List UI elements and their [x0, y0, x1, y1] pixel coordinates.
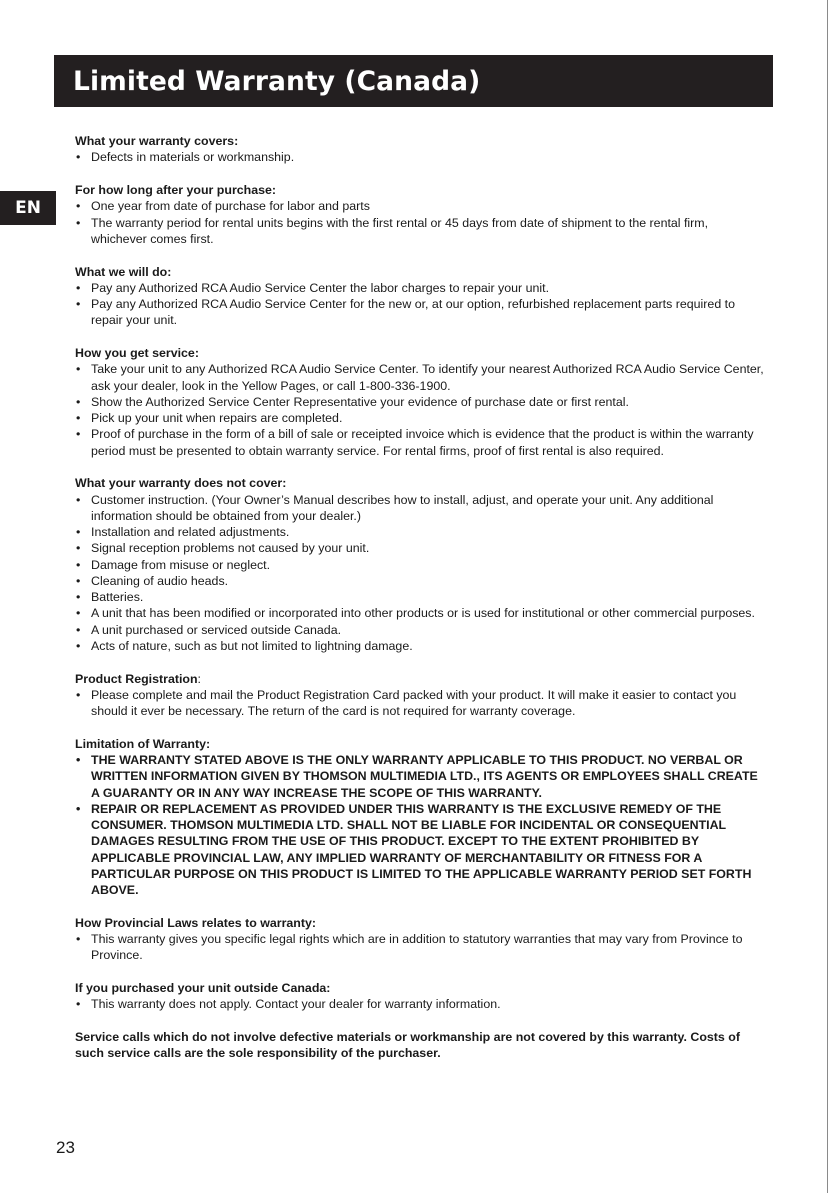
section-heading-colon: :	[197, 671, 201, 686]
list-item: • Damage from misuse or neglect.	[75, 557, 765, 573]
list-item: • This warranty gives you specific legal rights which are in addition to statutory warranties that may vary from Province to Province.	[75, 931, 765, 964]
list-item: • Pay any Authorized RCA Audio Service Center the labor charges to repair your unit.	[75, 280, 765, 296]
list-item: • Customer instruction. (Your Owner’s Manual describes how to install, adjust, and operate your unit. Any additional information should be obtained from your dealer.)	[75, 492, 765, 525]
closing-statement: Service calls which do not involve defective materials or workmanship are not covered by this warranty. Costs of such service calls are the sole responsibility of the purchaser.	[75, 1030, 740, 1061]
list-item: • Pick up your unit when repairs are completed.	[75, 410, 765, 426]
section-heading: What your warranty does not cover:	[75, 476, 287, 491]
page-edge-line	[827, 0, 828, 1193]
list-item: • Take your unit to any Authorized RCA Audio Service Center. To identify your nearest Authorized RCA Audio Service Center, ask your dealer, look in the Yellow Pages, or call 1-800-336-1900.	[75, 361, 765, 394]
title-bar	[54, 55, 773, 107]
section-heading: How you get service:	[75, 346, 199, 360]
bullet-list	[75, 198, 765, 247]
bullet-list	[75, 492, 765, 655]
section-heading: What we will do:	[75, 264, 172, 279]
list-item: • One year from date of purchase for labor and parts	[75, 198, 765, 214]
section-coverage	[75, 133, 765, 166]
section-not-covered	[75, 475, 765, 654]
list-item: • Show the Authorized Service Center Representative your evidence of purchase date or first rental.	[75, 394, 765, 410]
list-item: • A unit purchased or serviced outside Canada.	[75, 622, 765, 638]
list-item: • Installation and related adjustments.	[75, 524, 765, 540]
section-heading: What your warranty covers:	[75, 134, 239, 148]
list-item: • Cleaning of audio heads.	[75, 573, 765, 589]
section-heading: For how long after your purchase:	[75, 183, 277, 197]
section-heading	[75, 671, 765, 687]
list-item: • Pay any Authorized RCA Audio Service Center for the new or, at our option, refurbished replacement parts required to repair your unit.	[75, 296, 765, 329]
list-item: • This warranty does not apply. Contact your dealer for warranty information.	[75, 996, 765, 1012]
section-registration	[75, 671, 765, 720]
section-heading: Limitation of Warranty:	[75, 736, 211, 751]
list-item: • Defects in materials or workmanship.	[75, 149, 765, 165]
bullet-list	[75, 361, 765, 459]
bullet-list	[75, 280, 765, 329]
section-heading-text: Product Registration	[75, 671, 198, 686]
section-heading: If you purchased your unit outside Canada:	[75, 981, 331, 995]
bullet-list	[75, 149, 765, 165]
language-tab: EN	[0, 191, 56, 225]
list-item: • Please complete and mail the Product Registration Card packed with your product. It will make it easier to contact you should it ever be necessary. The return of the card is not required for warranty coverage.	[75, 687, 765, 720]
list-item: • The warranty period for rental units begins with the first rental or 45 days from date of shipment to the rental firm, whichever comes first.	[75, 215, 765, 248]
bullet-list	[75, 996, 765, 1012]
bullet-list	[75, 687, 765, 720]
bullet-list	[75, 931, 765, 964]
warranty-content	[75, 133, 765, 1062]
list-item: • THE WARRANTY STATED ABOVE IS THE ONLY WARRANTY APPLICABLE TO THIS PRODUCT. NO VERBAL OR WRITTEN INFORMATION GIVEN BY THOMSON MULTIMEDIA LTD., ITS AGENTS OR EMPLOYEES SHALL CREATE A GUARANTY OR IN ANY WAY INCREASE THE SCOPE OF THIS WARRANTY.	[75, 752, 765, 801]
list-item: • Signal reception problems not caused by your unit.	[75, 540, 765, 556]
list-item: • Proof of purchase in the form of a bill of sale or receipted invoice which is evidence that the product is within the warranty period must be presented to obtain warranty service. For rental firms, proof of first rental is also required.	[75, 426, 765, 459]
section-service	[75, 345, 765, 459]
bullet-list	[75, 752, 765, 898]
section-provincial-laws	[75, 915, 765, 964]
list-item: • Batteries.	[75, 589, 765, 605]
list-item: • A unit that has been modified or incorporated into other products or is used for institutional or other commercial purposes.	[75, 605, 765, 621]
list-item: • REPAIR OR REPLACEMENT AS PROVIDED UNDER THIS WARRANTY IS THE EXCLUSIVE REMEDY OF THE CONSUMER. THOMSON MULTIMEDIA LTD. SHALL NOT BE LIABLE FOR INCIDENTAL OR CONSEQUENTIAL DAMAGES RESULTING FROM THE USE OF THIS PRODUCT. EXCEPT TO THE EXTENT PROHIBITED BY APPLICABLE PROVINCIAL LAW, ANY IMPLIED WARRANTY OF MERCHANTABILITY OR FITNESS FOR A PARTICULAR PURPOSE ON THIS PRODUCT IS LIMITED TO THE APPLICABLE WARRANTY PERIOD SET FORTH ABOVE.	[75, 801, 765, 899]
page-number: 23	[56, 1138, 75, 1157]
page-title: Limited Warranty (Canada)	[73, 65, 481, 97]
section-heading: How Provincial Laws relates to warranty:	[75, 915, 317, 930]
section-outside-canada	[75, 980, 765, 1013]
list-item: • Acts of nature, such as but not limited to lightning damage.	[75, 638, 765, 654]
section-what-we-do	[75, 264, 765, 329]
section-duration	[75, 182, 765, 247]
section-limitation	[75, 736, 765, 899]
